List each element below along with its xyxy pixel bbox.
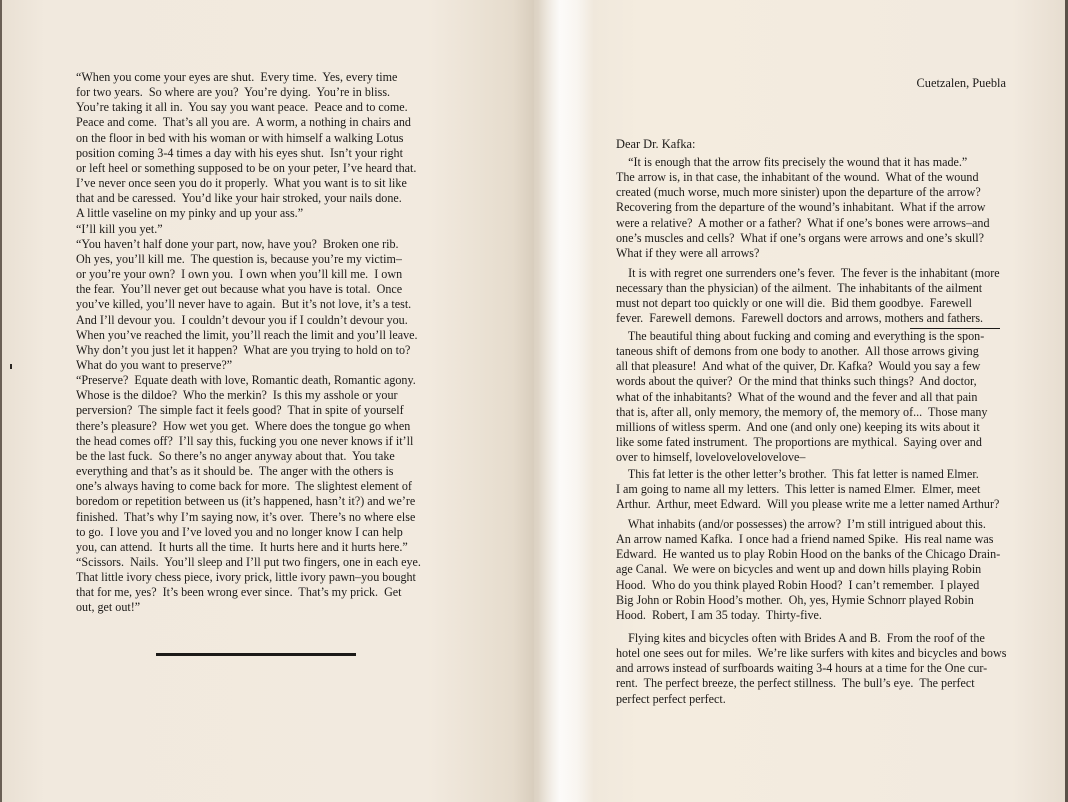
- letter-paragraph-4: This fat letter is the other letter’s brother. This fat letter is named Elmer. I am going to name all my letters. This letter is named Elmer. Elmer, meet Arthur. Arthur, meet Edward. Will you please write me a letter named Arthur?: [616, 467, 1000, 512]
- letter-salutation: Dear Dr. Kafka:: [616, 137, 696, 151]
- letter-place-heading: Cuetzalen, Puebla: [916, 76, 1006, 90]
- letter-paragraph-2: It is with regret one surrenders one’s fever. The fever is the inhabitant (more necessary than the physician) of the ailment. The inhabitants of the ailment must not depart too quickly or one will die. Bid them goodbye. Farewell fever. Farewell demons. Farewell doctors and arrows, mothers and fathers.: [616, 266, 1000, 326]
- letter-paragraph-5: What inhabits (and/or possesses) the arrow? I’m still intrigued about this. An arrow named Kafka. I once had a friend named Spike. His real name was Edward. He wanted us to play Robin Hood on the banks of the Chicago Drain- age Canal. We were on bicycles and went up and down hills playing Robin Hood. Who do you think played Robin Hood? I can’t remember. I played Big John or Robin Hood’s mother. Oh, yes, Hymie Schnorr played Robin Hood. Robert, I am 35 today. Thirty-five.: [616, 517, 1001, 622]
- section-end-rule: [156, 653, 356, 656]
- letter-paragraph-3: The beautiful thing about fucking and coming and everything is the spon- taneous shift of demons from one body to another. All those arrows giving all that pleasure! And what of the quiver, Dr. Kafka? Would you say a few words about the quiver? Or the mind that thinks such things? And doctor, what of the inhabitants? What of the wound and the fever and all that pain that is, after all, only memory, the memory of, the memory of... Those many millions of witless sperm. And one (and only one) keeping its wits about it like some fated instrument. The proportions are mythical. Saying over and over to himself, lovelovelovelovelove–: [616, 329, 988, 465]
- page-edge-mark: [10, 364, 12, 369]
- left-page-text: “When you come your eyes are shut. Every time. Yes, every time for two years. So where are you? You’re dying. You’re in bliss. You’re taking it all in. You say you want peace. Peace and to come. Peace and come. That’s all you are. A worm, a nothing in chairs and on the floor in bed with his woman or with himself a walking Lotus position coming 3-4 times a day with his eyes shut. Isn’t your right or left heel or something supposed to be on your peter, I’ve heard that. I’ve never once seen you do it properly. What you want is to sit like that and be caressed. You’d like your hair stroked, your nails done. A little vaseline on my pinky and up your ass.” “I’ll kill you yet.” “You haven’t half done your part, now, have you? Broken one rib. Oh yes, you’ll kill me. The question is, because you’re my victim– or you’re your own? I own you. I own when you’ll kill me. I own the fear. You’ll never get out because what you have is total. Once you’ve killed, you’ll never have to again. But it’s not love, it’s a test. And I’ll devour you. I couldn’t devour you if I couldn’t devour you. When you’ve reached the limit, you’ll reach the limit and you’ll leave. Why don’t you just let it happen? What are you trying to hold on to? What do you want to preserve?” “Preserve? Equate death with love, Romantic death, Romantic agony. Whose is the dildoe? Who the merkin? Is this my asshole or your perversion? The simple fact it feels good? That in spite of yourself there’s pleasure? How wet you get. Where does the tongue go when the head comes off? I’ll say this, fucking you one never knows if it’ll be the last fuck. So there’s no anger anyway about that. You take everything and that’s as it should be. The anger with the others is one’s always having to come back for more. The slightest element of boredom or repetition between us (it’s happened, hasn’t it?) and we’re finished. That’s why I’m saying now, it’s over. There’s no where else to go. I love you and I’ve loved you and no longer know I can help you, can attend. It hurts all the time. It hurts here and it hurts here.” “Scissors. Nails. You’ll sleep and I’ll put two fingers, one in each eye. That little ivory chess piece, ivory prick, little ivory pawn–you bought that for me, yes? It’s been wrong ever since. That’s my prick. Get out, get out!”: [76, 70, 421, 615]
- letter-paragraph-6: Flying kites and bicycles often with Brides A and B. From the roof of the hotel one sees out for miles. We’re like surfers with kites and bicycles and bows and arrows instead of surfboards waiting 3-4 hours at a time for the One cur- rent. The perfect breeze, the perfect stillness. The bull’s eye. The perfect perfect perfect perfect.: [616, 631, 1007, 706]
- letter-paragraph-1: “It is enough that the arrow fits precisely the wound that it has made.” The arrow is, in that case, the inhabitant of the wound. What of the wound created (much worse, much more sinister) upon the departure of the arrow? Recovering from the departure of the wound’s inhabitant. What if the arrow were a relative? A mother or a father? What if one’s bones were arrows–and one’s muscles and cells? What if one’s organs were arrows and one’s skull? What if they were all arrows?: [616, 155, 990, 260]
